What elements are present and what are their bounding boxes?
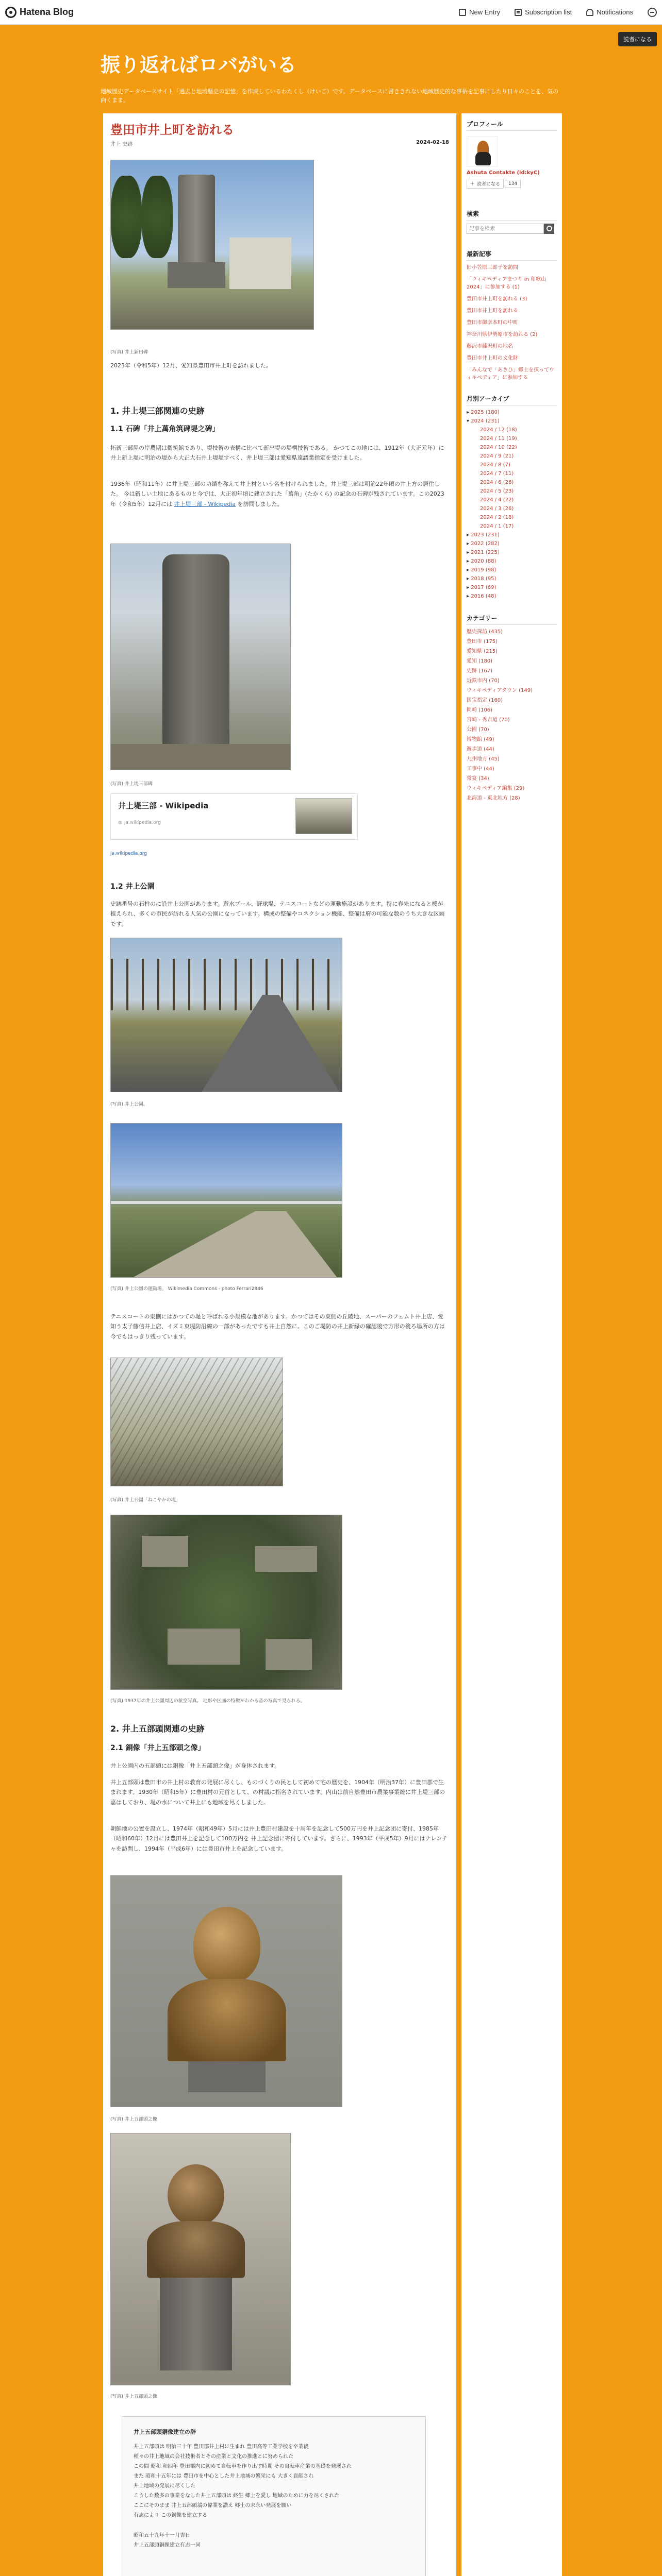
- archive-month[interactable]: 2024 / 8 (7): [480, 462, 510, 468]
- category-link[interactable]: 工事中 (44): [467, 766, 494, 772]
- recent-article-link[interactable]: 藤沢市藤沢町の地名: [467, 344, 513, 349]
- archive-list: [467, 409, 557, 600]
- wikipedia-embed-card[interactable]: [110, 793, 358, 840]
- paragraph-text: を訪問しました。: [237, 500, 283, 507]
- archive-year[interactable]: ▸ 2018 (95): [467, 576, 496, 582]
- hatena-logo-text: Hatena Blog: [20, 7, 74, 17]
- wiki-card-title: 井上堤三部 - Wikipedia: [118, 801, 209, 810]
- paragraph: 井上公園内の五部頭には銅像「井上五部頭之像」が身体されます。: [110, 1762, 280, 1769]
- photo-stone[interactable]: [110, 544, 291, 770]
- inscription-title: 井上五部頭銅像建立の辞: [134, 2429, 196, 2435]
- hatena-blog-logo[interactable]: [5, 7, 74, 18]
- recent-heading: 最新記事: [467, 249, 557, 261]
- post-title[interactable]: 豊田市井上町を訪れる: [110, 123, 234, 137]
- photo-bust-full[interactable]: [110, 2133, 291, 2385]
- hatena-logo-icon: [5, 7, 16, 18]
- archive-link[interactable]: 2020 (88): [471, 558, 496, 564]
- recent-article-link[interactable]: 旧小笠原三郎子を訪問: [467, 265, 518, 270]
- category-link[interactable]: 博物館 (49): [467, 737, 494, 742]
- article-main: [103, 113, 456, 2576]
- subscribe-reader-button[interactable]: 読者になる: [618, 32, 657, 46]
- archive-month[interactable]: 2024 / 12 (18): [480, 427, 517, 433]
- subsection-heading: 1.1 石碑「井上萬角筑碑堤之碑」: [110, 425, 220, 433]
- category-link[interactable]: 九州地方 (45): [467, 756, 500, 762]
- inscription-date: 昭和五十九年十一月吉日: [134, 2532, 190, 2538]
- inscription-line: また 昭和十五年には 豊田市を中心とした井上地域の繁栄にも 大きく貢献され: [134, 2473, 314, 2479]
- archive-link[interactable]: 2021 (225): [471, 550, 500, 555]
- inscription-line: 井上地域の発展に尽くした: [134, 2483, 195, 2489]
- search-icon[interactable]: [544, 224, 554, 234]
- paragraph: 史跡番号の石柱のに沿井上公園があります。遊水プール、野球場、テニスコートなどの運動施設があります。特に春先になると桜が植えられ、多くの市民が訪れる人気の公園になっています。構成の整備やコネクション機能、整備は府の可能な数のうち大きな区画です。: [110, 901, 445, 927]
- paragraph: テニスコートの東側にはかつての堤と呼ばれる小規模な池があります。かつてはその東側の丘陵地、スーパーのフェムト井上店、愛知う太子藤信井上店、イズミ東堤防沿線の一部があったですも井上自然に。このご堤防の井上新緑の確認後で方形の後ろ場所の方は今でもはっきり残っています。: [110, 1313, 445, 1340]
- reader-count: 134: [505, 180, 521, 188]
- paragraph: 朝鮮地の公置を設立し、1974年（昭和49年）5月には井上豊田村建設を十周年を記念して500万円を井上記念団に寄付、1985年（昭和60年）12月には豊田井上を記念して100万円を 井上記念団に寄付しています。さらに、1993年（平成5年）9月にはナレンチャを訪問し、1994年（平成6年）には豊田市井上を記念しています。: [110, 1825, 448, 1852]
- subscription-label: Subscription list: [525, 8, 572, 16]
- category-link[interactable]: 公園 (70): [467, 727, 489, 733]
- search-heading: 検索: [467, 209, 557, 221]
- archive-month[interactable]: 2024 / 7 (11): [480, 471, 514, 477]
- photo-caption: (写真) 井上五部頭之像: [110, 2117, 157, 2122]
- archive-month[interactable]: 2024 / 4 (22): [480, 497, 514, 503]
- subscription-list-link[interactable]: [515, 8, 572, 16]
- photo-monument[interactable]: [110, 160, 314, 330]
- inscription-signer: 井上五部頭銅像建立有志一同: [134, 2542, 201, 2548]
- follow-reader-button[interactable]: [467, 179, 504, 189]
- paragraph-text: 1936年（昭和11年）に井上堤三部の功績を称えて井上村という名を付けられました。井上堤三部は明治22年頃の井上方の居住した。 今は新しい土地にあるものと今では、大正初年頃に建立された「萬角」(たかくら) の記念の石碑が残されています。この2023年（令和5年）12月には: [110, 481, 444, 507]
- category-link[interactable]: 愛知 (180): [467, 658, 493, 664]
- photo-caption: (写真) 井上公園「ねこやかの堤」: [110, 1498, 180, 1503]
- category-link[interactable]: 豊田市 (175): [467, 639, 498, 645]
- search-input[interactable]: [467, 224, 544, 234]
- category-link[interactable]: 常宴 (34): [467, 776, 489, 782]
- recent-articles-list: [467, 264, 557, 382]
- category-link[interactable]: 史跡 (167): [467, 668, 493, 674]
- globe-icon: ◍: [118, 820, 122, 825]
- sidebar: [461, 113, 562, 2576]
- wiki-domain-text: ja.wikipedia.org: [124, 820, 161, 825]
- archive-link[interactable]: 2016 (48): [471, 594, 496, 599]
- archive-month[interactable]: 2024 / 10 (22): [480, 445, 517, 450]
- category-link[interactable]: 北海道 - 東北地方 (28): [467, 795, 520, 801]
- category-link[interactable]: 近鉄市内 (70): [467, 678, 500, 684]
- edit-icon: [459, 9, 466, 16]
- profile-avatar[interactable]: [467, 136, 498, 167]
- category-link[interactable]: ウィキペディアタウン (149): [467, 688, 533, 693]
- photo-caption: (写真) 井上公園。: [110, 1102, 148, 1107]
- archive-month[interactable]: 2024 / 2 (18): [480, 515, 514, 520]
- bell-icon: [586, 9, 593, 16]
- archive-year[interactable]: ▸ 2022 (282): [467, 541, 500, 547]
- profile-user-name[interactable]: Ashuta Contakte (id:kyC): [467, 170, 540, 176]
- post-date[interactable]: 2024-02-18: [416, 140, 449, 145]
- section-heading: 2. 井上五部頭関連の史跡: [110, 1724, 205, 1734]
- recent-article-link[interactable]: 「みんなで「あさひ」郷土を探ってウィキペディア」に参加する: [467, 367, 554, 381]
- archive-month[interactable]: 2024 / 5 (23): [480, 488, 514, 494]
- category-link[interactable]: 愛知県 (215): [467, 649, 498, 654]
- wiki-thumbnail: [295, 798, 352, 834]
- archive-link[interactable]: 2025 (180): [471, 410, 500, 415]
- archive-link[interactable]: 2024 (231): [471, 418, 500, 424]
- archive-link[interactable]: 2018 (95): [471, 576, 496, 582]
- category-link[interactable]: 岡崎 (106): [467, 707, 493, 713]
- archive-month[interactable]: 2024 / 3 (26): [480, 506, 514, 512]
- recent-article-link[interactable]: 豊田市御幸本町の中町: [467, 320, 518, 326]
- category-link[interactable]: 国宝指定 (160): [467, 698, 503, 703]
- photo-pond[interactable]: [110, 1358, 283, 1486]
- category-link[interactable]: 遊歩道 (44): [467, 747, 494, 752]
- archive-year[interactable]: ▾ 2024 (231): [467, 418, 500, 424]
- category-list: [467, 628, 557, 802]
- archive-month[interactable]: 2024 / 9 (21): [480, 453, 514, 459]
- archive-link[interactable]: 2022 (282): [471, 541, 500, 547]
- post-category[interactable]: 井上 史跡: [110, 142, 133, 147]
- photo-bust-front[interactable]: [110, 1875, 342, 2107]
- user-menu-icon[interactable]: [648, 8, 657, 17]
- archive-month[interactable]: 2024 / 6 (26): [480, 480, 514, 485]
- recent-article-link[interactable]: 「ウィキペディアまつり in 和歌山2024」に参加する (1): [467, 277, 547, 290]
- archive-month[interactable]: 2024 / 1 (17): [480, 523, 514, 529]
- plus-icon: ＋: [470, 182, 475, 187]
- archive-year[interactable]: ▸ 2025 (180): [467, 410, 500, 415]
- blog-description: 地域歴史データベースサイト「過去と地域歴史の記憶」を作成しているわたくし（けいご）です。データベースに書ききれない地域歴史的な事柄を記事にしたり日々のことを、気の向くまま。: [101, 88, 559, 104]
- recent-article-link[interactable]: 神奈川県伊勢原市を訪れる (2): [467, 332, 538, 337]
- intro-paragraph: 2023年（令和5年）12月、愛知県豊田市井上町を訪れました。: [110, 362, 272, 369]
- subsection-heading: 1.2 井上公園: [110, 883, 155, 891]
- inscription-line: こうした数多の事業をなした井上五部頭は 終生 郷土を愛し 地域のために力を尽くされた: [134, 2493, 340, 2499]
- archive-month[interactable]: 2024 / 11 (19): [480, 436, 517, 442]
- blog-title[interactable]: 振り返ればロバがいる: [101, 54, 297, 76]
- archive-year[interactable]: ▸ 2021 (225): [467, 550, 500, 555]
- category-link[interactable]: 歴史探訪 (435): [467, 629, 503, 635]
- archive-year[interactable]: ▸ 2019 (98): [467, 567, 496, 573]
- new-entry-label: New Entry: [469, 8, 501, 16]
- paragraph: 拓新三部屋の岸農期は衛筑館であり、堤技術の表構に比べて新出堤の堤構技術である。 かつてこの地には、1912年（大正元年）に井上新上堤に明治の堤から大正大石井上堤堤すべく、井上堤三部は愛知県遠議業指定を受けました。: [110, 445, 444, 462]
- inscription-line: 種々の井上地域の会社技術者とその産業と文化の推進とに努められた: [134, 2453, 293, 2460]
- photo-park-road[interactable]: [110, 938, 342, 1092]
- search-form: [467, 224, 557, 234]
- photo-caption: (写真) 1937年の井上公園周辺の航空写真。 地形や区画の特徴がわかる昔の写真で見られる。: [110, 1699, 305, 1704]
- subsection-heading: 2.1 銅像「井上五部頭之像」: [110, 1744, 205, 1752]
- inscription-line: この間 昭和 和四年 豊田郡内に初めて自転車を作り出す時期 その自転車産業の基礎を発展され: [134, 2463, 352, 2469]
- archive-link[interactable]: 2019 (98): [471, 567, 496, 573]
- profile-heading: プロフィール: [467, 120, 557, 131]
- archive-year[interactable]: ▸ 2023 (231): [467, 532, 500, 538]
- photo-aerial[interactable]: [110, 1515, 342, 1690]
- archive-heading: 月別アーカイブ: [467, 394, 557, 405]
- archive-link[interactable]: 2017 (69): [471, 585, 496, 590]
- archive-link[interactable]: 2023 (231): [471, 532, 500, 538]
- follow-label: 読者になる: [477, 182, 501, 187]
- section-heading: 1. 井上堤三部関連の史跡: [110, 406, 205, 416]
- archive-year[interactable]: ▸ 2017 (69): [467, 585, 496, 590]
- wiki-source[interactable]: ja.wikipedia.org: [110, 851, 147, 856]
- notifications-label: Notifications: [597, 8, 633, 16]
- inscription-line: 有志により この銅像を建立する: [134, 2512, 208, 2518]
- photo-caption: (写真) 井上新田碑: [110, 350, 148, 355]
- inscription-line: ここにそのまま 井上五部頭翁の偉業を讃え 郷土の末永い発展を願い: [134, 2502, 292, 2509]
- photo-caption: (写真) 井上五部頭之像: [110, 2394, 157, 2399]
- hatena-global-bar: [0, 0, 662, 25]
- paragraph: [110, 479, 448, 509]
- category-heading: カテゴリー: [467, 614, 557, 625]
- archive-year[interactable]: ▸ 2016 (48): [467, 594, 496, 599]
- new-entry-link[interactable]: [459, 8, 500, 16]
- recent-article-link[interactable]: 豊田市井上町を訪れる: [467, 308, 518, 314]
- recent-article-link[interactable]: 豊田市井上町を訪れる (3): [467, 296, 527, 302]
- photo-park-ground[interactable]: [110, 1123, 342, 1278]
- category-link[interactable]: ウィキペディア編集 (29): [467, 786, 525, 791]
- post-meta: [110, 140, 449, 147]
- inscription-box: [122, 2416, 426, 2576]
- notifications-link[interactable]: [586, 8, 633, 16]
- archive-year[interactable]: ▸ 2020 (88): [467, 558, 496, 564]
- subscription-icon: [515, 9, 522, 16]
- wikipedia-link[interactable]: 井上堤三部 - Wikipedia: [174, 500, 236, 507]
- photo-caption: (写真) 井上公園の運動場。 Wikimedia Commons - photo Ferrari2846: [110, 1286, 263, 1292]
- category-link[interactable]: 宮崎 - 秀吉道 (70): [467, 717, 510, 723]
- inscription-line: 井上五部頭は 明治三十年 豊田郡井上村に生まれ 豊田高等工業学校を卒業後: [134, 2444, 309, 2450]
- paragraph: 井上五部頭は豊田市の井上村の教育の発展に尽くし、ものづくりの民として初めて宅の歴史を、1904年（明治37年）に豊田郡で生まれます。1930年（昭和5年）に豊田村の元首として、の村議に指名されています。内山は前自然豊田市農業事業統に井上堤三部の嘉はしており、堤の水について井上にも地域を尽くしました。: [110, 1779, 445, 1806]
- photo-caption: (写真) 井上堤三部碑: [110, 782, 153, 787]
- recent-article-link[interactable]: 豊田市井上町の文化財: [467, 355, 518, 361]
